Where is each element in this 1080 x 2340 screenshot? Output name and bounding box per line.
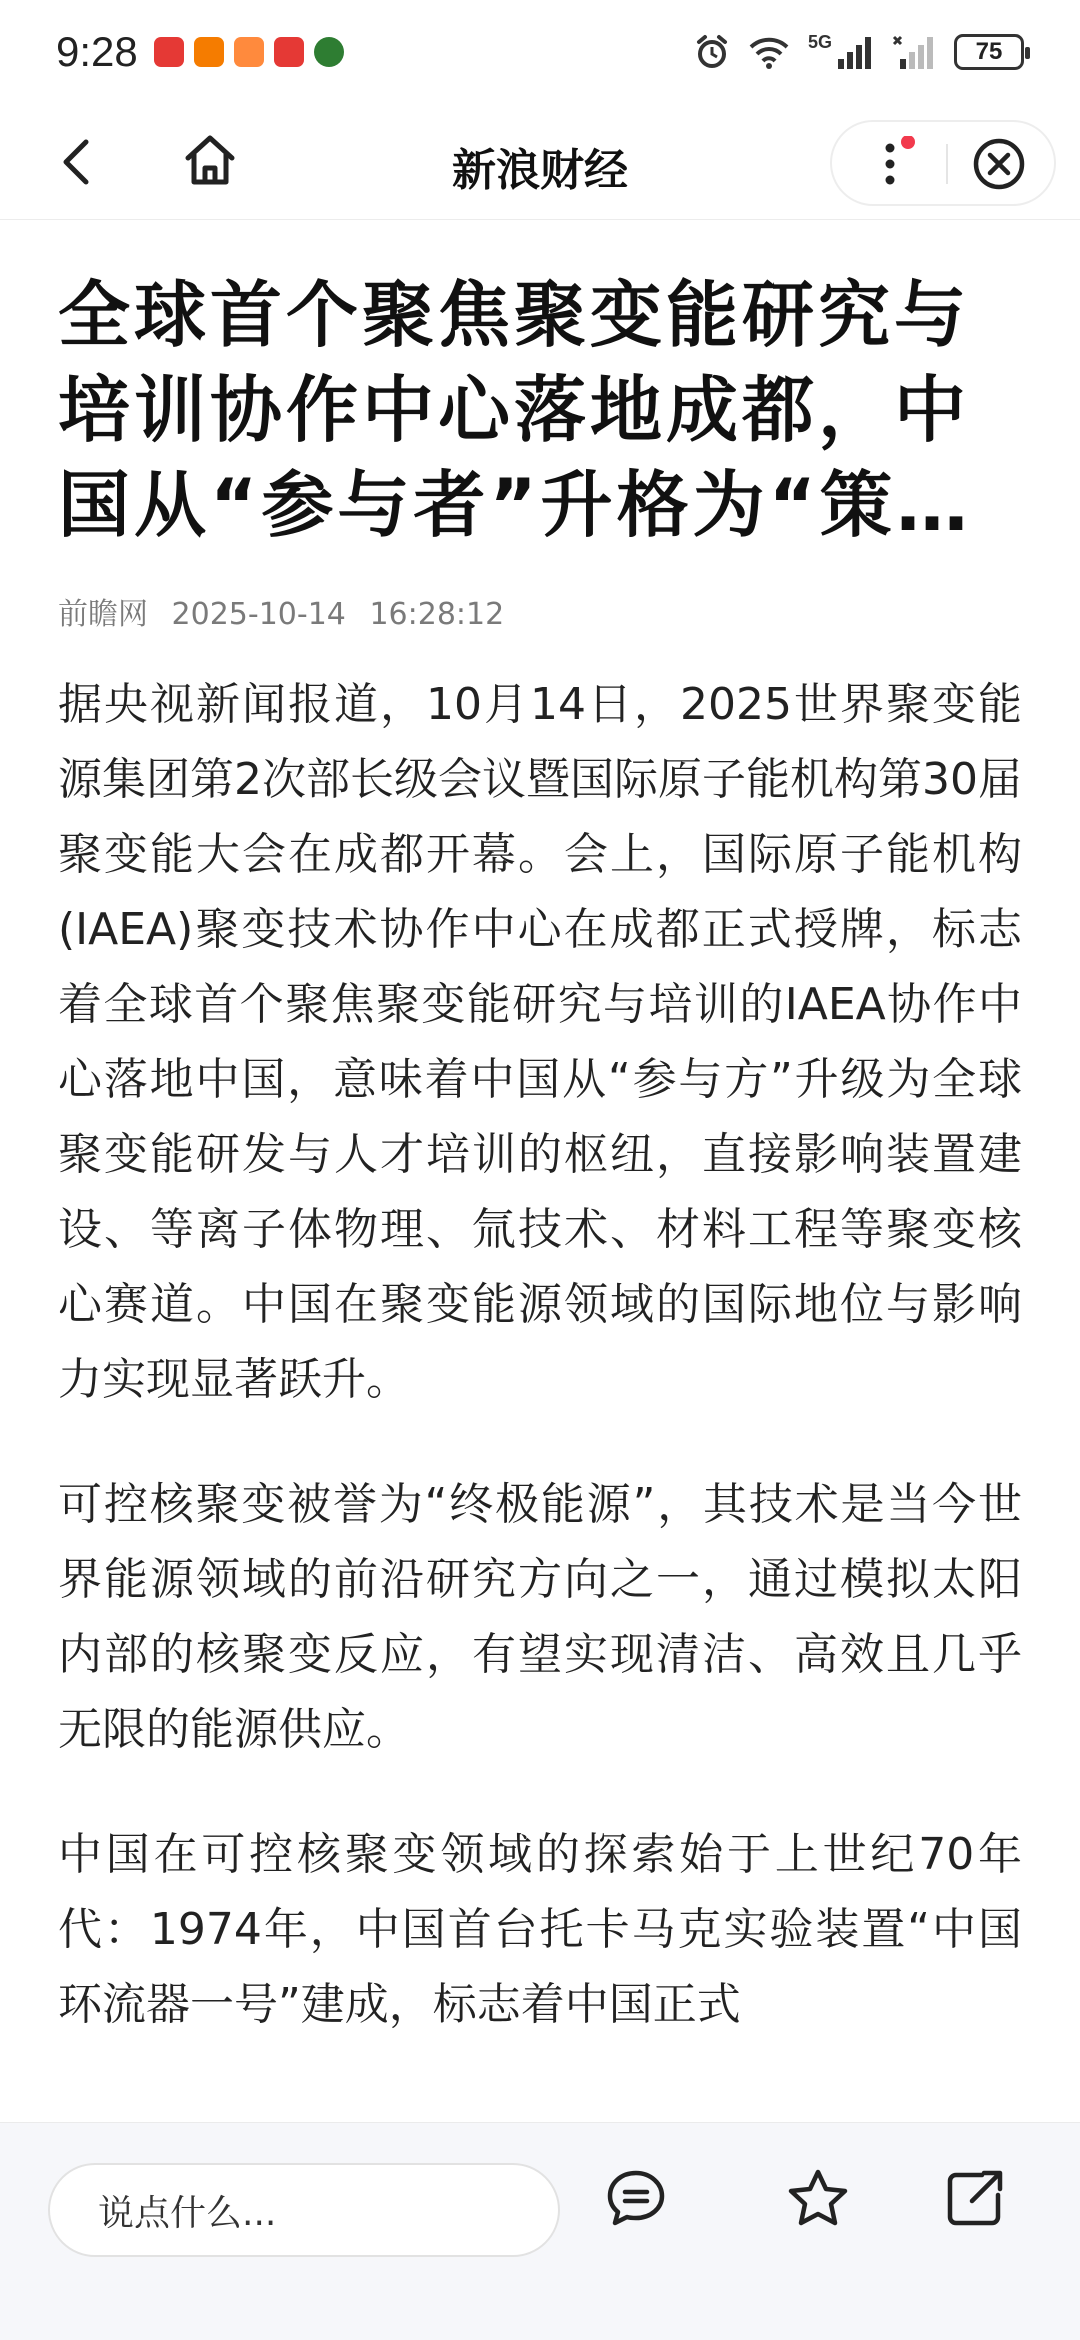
alarm-icon bbox=[694, 34, 730, 70]
signal-weak-icon bbox=[892, 35, 936, 69]
comment-input[interactable] bbox=[48, 2163, 560, 2257]
article-paragraph: 可控核聚变被誉为“终极能源”，其技术是当今世界能源领域的前沿研究方向之一，通过模拟太阳内部的核聚变反应，有望实现清洁、高效且几乎无限的能源供应。 bbox=[58, 1479, 1022, 1755]
capsule-divider bbox=[946, 144, 948, 184]
bottom-action-bar bbox=[0, 2122, 1080, 2340]
page-title: 新浪财经 bbox=[452, 145, 628, 196]
battery-indicator bbox=[954, 34, 1024, 70]
article-body bbox=[58, 667, 1022, 2042]
status-right bbox=[694, 31, 1024, 70]
status-bar bbox=[0, 0, 1080, 104]
wifi-icon bbox=[748, 35, 790, 69]
article-meta bbox=[58, 589, 1022, 633]
status-time: 9:28 bbox=[56, 28, 138, 75]
network-5g-label: 5G bbox=[807, 31, 832, 52]
comment-placeholder: 说点什么... bbox=[98, 2192, 277, 2234]
article-date: 2025-10-14 bbox=[171, 597, 346, 632]
app-notification-icon-4 bbox=[274, 37, 304, 67]
comment-icon[interactable] bbox=[604, 2167, 668, 2231]
share-icon[interactable] bbox=[942, 2167, 1006, 2231]
favorite-star-icon[interactable] bbox=[786, 2167, 850, 2231]
battery-level: 75 bbox=[975, 38, 1003, 65]
more-vertical-icon[interactable] bbox=[862, 136, 926, 192]
article-source[interactable]: 前瞻网 bbox=[58, 597, 148, 632]
article-headline: 全球首个聚焦聚变能研究与培训协作中心落地成都，中国从“参与者”升格为“策… bbox=[58, 273, 972, 547]
app-notification-icon-5 bbox=[314, 37, 344, 67]
top-navigation-bar bbox=[0, 104, 1080, 220]
signal-icon bbox=[836, 35, 874, 69]
article-paragraph: 中国在可控核聚变领域的探索始于上世纪70年代：1974年，中国首台托卡马克实验装置“中国环流器一号”建成，标志着中国正式 bbox=[58, 1829, 1022, 2030]
mini-program-capsule bbox=[830, 120, 1056, 206]
notification-dot bbox=[901, 136, 915, 149]
app-notification-icon-3 bbox=[234, 37, 264, 67]
article bbox=[58, 268, 1022, 2092]
app-notification-icon-2 bbox=[194, 37, 224, 67]
status-left bbox=[56, 28, 344, 76]
article-paragraph: 据央视新闻报道，10月14日，2025世界聚变能源集团第2次部长级会议暨国际原子能机构第30届聚变能大会在成都开幕。会上，国际原子能机构(IAEA)聚变技术协作中心在成都正式授牌，标志着全球首个聚焦聚变能研究与培训的IAEA协作中心落地中国，意味着中国从“参与方”升级为全球聚变能研发与人才培训的枢纽，直接影响装置建设、等离子体物理、氚技术、材料工程等聚变核心赛道。中国在聚变能源领域的国际地位与影响力实现显著跃升。 bbox=[58, 679, 1022, 1405]
close-circle-icon[interactable] bbox=[968, 136, 1030, 192]
app-notification-icon-1 bbox=[154, 37, 184, 67]
article-time: 16:28:12 bbox=[369, 597, 505, 632]
